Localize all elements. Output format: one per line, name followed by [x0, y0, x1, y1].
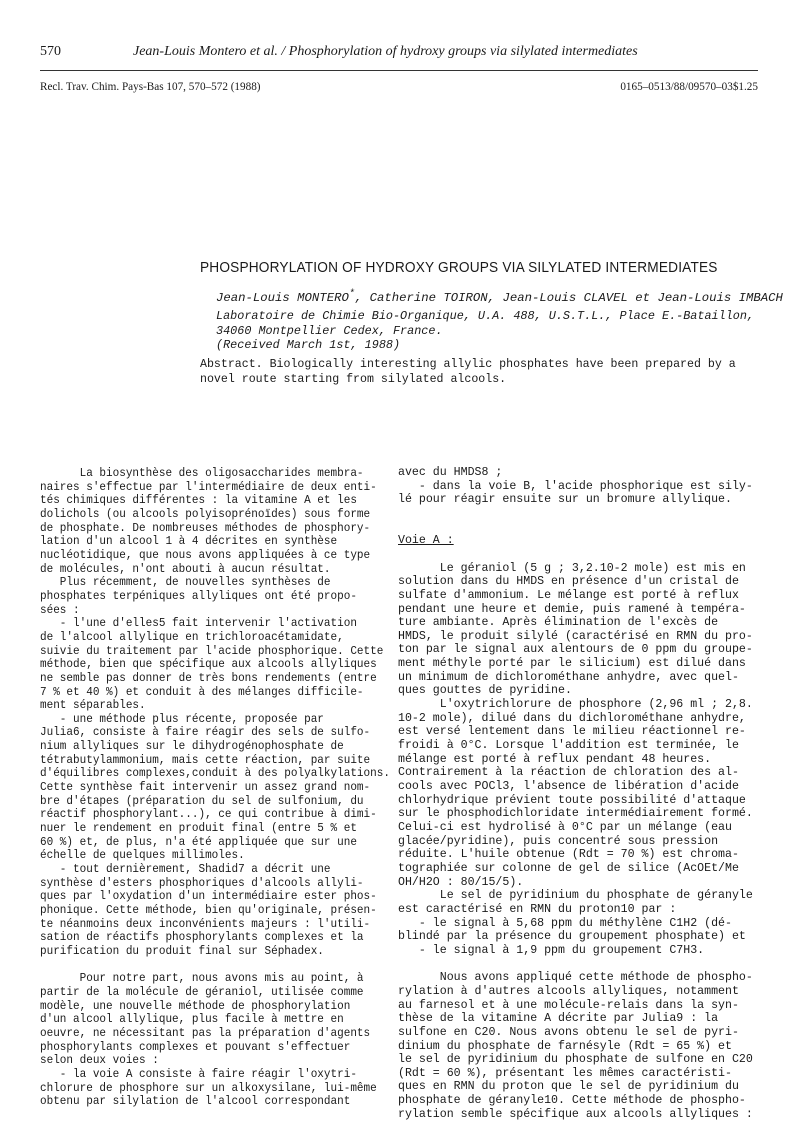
- author-name: Jean-Louis CLAVEL: [502, 291, 628, 306]
- affiliation-line: Laboratoire de Chimie Bio-Organique, U.A. 488, U.S.T.L., Place E.-Bataillon,: [216, 309, 755, 323]
- text-line: d'un alcool allylique, plus facile à mettre en: [40, 1013, 344, 1027]
- text-line: méthode, bien que spécifique aux alcools allyliques: [40, 658, 377, 672]
- text-line: te néanmoins deux inconvénients majeurs : l'utili-: [40, 917, 371, 931]
- text-line: un minimum de dichlorométhane anhydre, avec quel-: [398, 670, 739, 684]
- author-list: [216, 289, 783, 305]
- text-line: Le géraniol (5 g ; 3,2.10-2 mole) est mis en: [398, 561, 746, 575]
- text-line: phosphorylants complexes et pouvant s'effectuer: [40, 1040, 351, 1054]
- text-line: ment méthyle porté par le silicium) est dilué dans: [398, 657, 746, 671]
- author-separator: ,: [354, 291, 370, 306]
- text-line: suivie du traitement par l'acide phosphorique. Cette: [40, 644, 384, 658]
- abstract: Abstract. Biologically interesting allylic phosphates have been prepared by a novel route starting from silylated alcools.: [200, 358, 736, 386]
- text-line: ne semble pas donner de très bons rendements (entre: [40, 671, 377, 685]
- text-line: tétrabutylammonium, mais cette réaction, par suite: [40, 753, 371, 767]
- text-line: avec du HMDS8 ;: [398, 466, 503, 479]
- text-line: nium allyliques sur le dihydrogénophosphate de: [40, 740, 344, 754]
- text-line: [40, 959, 372, 973]
- text-line: Voie A :: [398, 534, 454, 548]
- text-line: Nous avons appliqué cette méthode de phospho-: [398, 971, 753, 985]
- text-line: - le signal à 1,9 ppm du groupement C7H3.: [398, 943, 705, 957]
- page-number: 570: [40, 44, 61, 59]
- text-line: - dans la voie B, l'acide phosphorique est sily-: [398, 479, 753, 493]
- text-line: Pour notre part, nous avons mis au point, à: [40, 972, 364, 986]
- text-line: est caractérisé en RMN du proton10 par :: [398, 902, 677, 916]
- text-line: Plus récemment, de nouvelles synthèses de: [40, 576, 331, 590]
- author-name: Catherine TOIRON: [369, 291, 488, 306]
- text-line: nuer le rendement en produit final (entre 5 % et: [40, 822, 357, 836]
- article-title: PHOSPHORYLATION OF HYDROXY GROUPS VIA SILYLATED INTERMEDIATES: [200, 259, 718, 276]
- text-line: purification du produit final sur Séphadex.: [40, 944, 324, 958]
- text-line: rylation à d'autres alcools allyliques, notamment: [398, 984, 739, 998]
- text-line: dinium du phosphate de farnésyle (Rdt = 65 %) et: [398, 1039, 732, 1053]
- text-line: L'oxytrichlorure de phosphore (2,96 ml ; 2,8.: [398, 698, 753, 712]
- text-line: [398, 958, 760, 972]
- text-line: échelle de quelques millimoles.: [40, 849, 245, 863]
- text-line: froidi à 0°C. Lorsque l'addition est terminée, le: [398, 739, 739, 753]
- text-line: de phosphate. De nombreuses méthodes de phosphory-: [40, 521, 371, 535]
- text-line: nucléotidique, que nous avons appliquées à ce type: [40, 548, 371, 562]
- text-line: 7 % et 40 %) et conduit à des mélanges difficile-: [40, 685, 364, 699]
- corresponding-author-mark: *: [348, 289, 355, 300]
- text-line: bre d'étapes (préparation du sel de sulfonium, du: [40, 794, 364, 808]
- author-name: Jean-Louis IMBACH: [657, 291, 783, 306]
- text-line: ques en RMN du proton que le sel de pyridinium du: [398, 1080, 739, 1094]
- text-line: ques par l'oxydation d'un intermédiaire ester phos-: [40, 890, 377, 904]
- text-line: mélange est porté à reflux pendant 48 heures.: [398, 752, 712, 766]
- text-line: tés chimiques différentes : la vitamine A et les: [40, 494, 357, 508]
- running-head: Jean-Louis Montero et al. / Phosphorylation of hydroxy groups via silylated intermediates: [133, 44, 638, 59]
- text-line: 60 %) et, de plus, n'a été appliquée que sur une: [40, 835, 357, 849]
- text-line: naires s'effectue par l'intermédiaire de deux enti-: [40, 480, 377, 494]
- text-line: [398, 521, 760, 535]
- body-column-right: [398, 466, 760, 1121]
- body-column-left: [40, 467, 390, 1109]
- text-line: au farnesol et à une molécule-relais dans la syn-: [398, 998, 739, 1012]
- text-line: thèse de la vitamine A décrite par Julia9 : la: [398, 1012, 719, 1026]
- text-line: La biosynthèse des oligosaccharides membra-: [40, 467, 364, 480]
- text-line: ture ambiante. Après élimination de l'excès de: [398, 616, 719, 630]
- text-line: - la voie A consiste à faire réagir l'oxytri-: [40, 1067, 357, 1081]
- text-line: [398, 507, 760, 521]
- received-date: (Received March 1st, 1988): [216, 338, 401, 353]
- text-line: - une méthode plus récente, proposée par: [40, 712, 324, 726]
- text-line: 10-2 mole), dilué dans du dichlorométhane anhydre,: [398, 711, 746, 725]
- text-line: OH/H2O : 80/15/5).: [398, 875, 524, 889]
- text-line: partir de la molécule de géraniol, utilisée comme: [40, 985, 364, 999]
- text-line: phonique. Cette méthode, bien qu'originale, présen-: [40, 904, 377, 917]
- text-line: - tout dernièrement, Shadid7 a décrit une: [40, 863, 331, 877]
- text-line: [398, 548, 760, 562]
- text-line: ment séparables.: [40, 699, 146, 713]
- author-conjunction: et: [627, 291, 658, 306]
- text-line: réduite. L'huile obtenue (Rdt = 70 %) est chroma-: [398, 848, 739, 862]
- text-line: Cette synthèse fait intervenir un assez grand nom-: [40, 781, 371, 795]
- text-line: est versé lentement dans le milieu réactionnel re-: [398, 725, 746, 739]
- text-line: d'équilibres complexes,conduit à des polyalkylations.: [40, 767, 390, 781]
- text-line: (Rdt = 60 %), présentant les mêmes caractéristi-: [398, 1066, 732, 1080]
- affiliation-line: 34060 Montpellier Cedex, France.: [216, 323, 443, 338]
- text-line: sur le phosphodichloridate intermédiairement formé.: [398, 807, 753, 821]
- text-line: Julia6, consiste à faire réagir des sels de sulfo-: [40, 726, 371, 740]
- text-line: Le sel de pyridinium du phosphate de géranyle: [398, 889, 753, 903]
- text-line: ton par le signal aux alentours de 0 ppm du groupe-: [398, 643, 753, 657]
- text-line: phosphates terpéniques allyliques ont été propo-: [40, 589, 357, 603]
- text-line: lé pour réagir ensuite sur un bromure allylique.: [398, 493, 732, 507]
- text-line: selon deux voies :: [40, 1054, 159, 1068]
- text-line: obtenu par silylation de l'alcool correspondant: [40, 1095, 351, 1109]
- text-line: phosphate de géranyle10. Cette méthode de phospho-: [398, 1094, 746, 1108]
- text-line: sulfone en C20. Nous avons obtenu le sel de pyri-: [398, 1025, 739, 1039]
- text-line: rylation semble spécifique aux alcools allyliques :: [398, 1107, 753, 1121]
- text-line: chlorhydrique prévient toute possibilité d'attaque: [398, 793, 746, 807]
- text-line: synthèse d'esters phosphoriques d'alcools allyli-: [40, 876, 364, 890]
- text-line: lation d'un alcool 1 à 4 décrites en synthèse: [40, 535, 338, 549]
- issn-code: 0165–0513/88/09570–03$1.25: [620, 81, 758, 93]
- text-line: - l'une d'elles5 fait intervenir l'activation: [40, 617, 357, 631]
- author-name: Jean-Louis MONTERO: [216, 291, 349, 306]
- text-line: glacée/pyridine), puis concentré sous pression: [398, 834, 719, 848]
- text-line: pendant une heure et demie, puis ramené à tempéra-: [398, 602, 746, 616]
- text-line: sulfate d'ammonium. Le mélange est porté à reflux: [398, 588, 739, 602]
- affiliation: [216, 309, 754, 353]
- text-line: cools avec POCl3, l'absence de libération d'acide: [398, 780, 739, 794]
- text-line: réactif phosphorylant...), ce qui contribue à dimi-: [40, 808, 377, 822]
- text-line: modèle, une nouvelle méthode de phosphorylation: [40, 999, 351, 1013]
- text-line: - le signal à 5,68 ppm du méthylène C1H2 (dé-: [398, 916, 732, 930]
- text-line: Celui-ci est hydrolisé à 0°C par un mélange (eau: [398, 821, 732, 835]
- text-line: HMDS, le produit silylé (caractérisé en RMN du pro-: [398, 629, 753, 643]
- text-line: le sel de pyridinium du phosphate de sulfone en C20: [398, 1053, 753, 1067]
- text-line: blindé par la présence du groupement phosphate) et: [398, 930, 746, 944]
- text-line: chlorure de phosphore sur un alkoxysilane, lui-même: [40, 1081, 377, 1095]
- text-line: tographiée sur colonne de gel de silice (AcOEt/Me: [398, 861, 739, 875]
- text-line: solution dans du HMDS en présence d'un cristal de: [398, 575, 739, 589]
- journal-citation: Recl. Trav. Chim. Pays-Bas 107, 570–572 (1988): [40, 81, 261, 93]
- text-line: ques gouttes de pyridine.: [398, 684, 572, 698]
- text-line: sation de réactifs phosphorylants complexes et la: [40, 931, 364, 945]
- text-line: de molécules, n'ont abouti à aucun résultat.: [40, 562, 331, 576]
- text-line: sées :: [40, 603, 80, 617]
- text-line: de l'alcool allylique en trichloroacétamidate,: [40, 630, 344, 644]
- text-line: Contrairement à la réaction de chloration des al-: [398, 766, 739, 780]
- text-line: dolichols (ou alcools polyisoprénoïdes) sous forme: [40, 507, 371, 521]
- header-rule: [40, 70, 758, 71]
- author-separator: ,: [487, 291, 503, 306]
- text-line: oeuvre, ne nécessitant pas la préparation d'agents: [40, 1026, 371, 1040]
